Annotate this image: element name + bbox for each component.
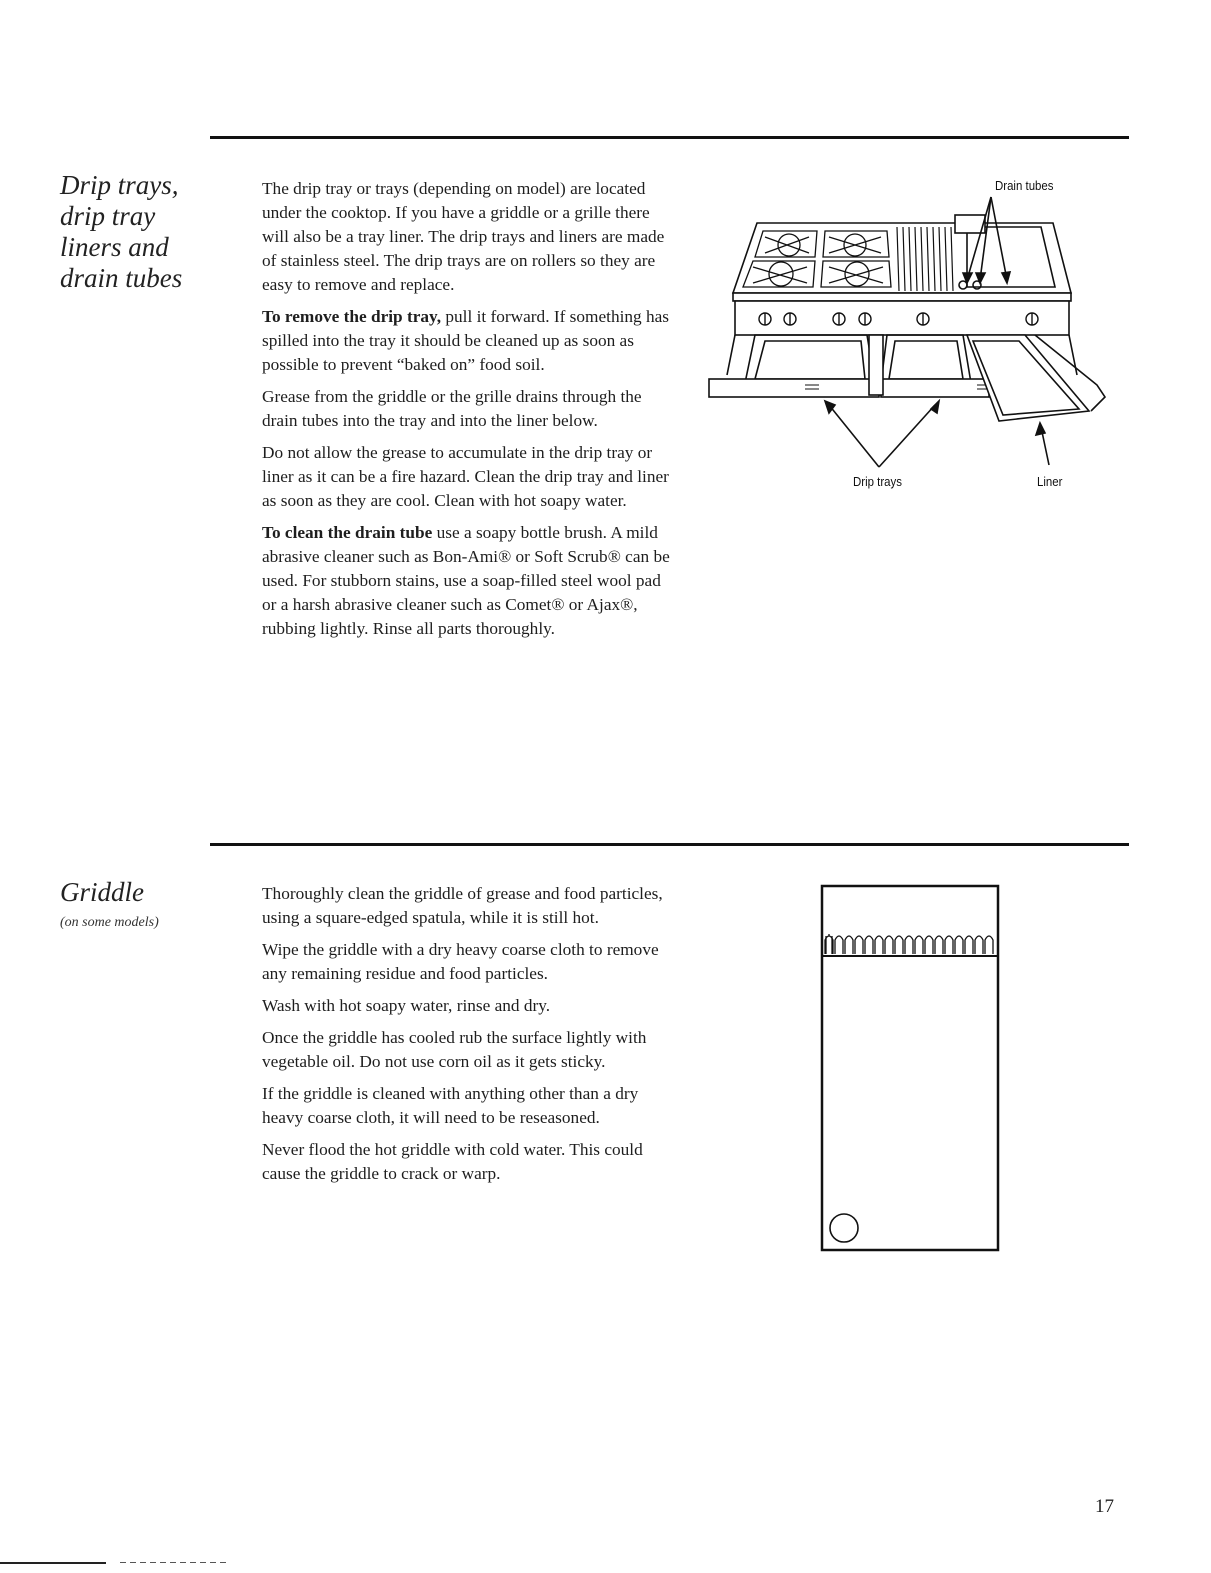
drip-tray-left (709, 335, 879, 397)
griddle-drain-hole (830, 1214, 858, 1242)
footer-dashes (120, 1562, 230, 1563)
liner-arrow (1036, 423, 1049, 465)
paragraph (262, 177, 672, 297)
heading-line: Drip trays, (60, 170, 179, 200)
paragraph-lead: To remove the drip tray, (262, 307, 442, 326)
section-divider-griddle (210, 843, 1129, 846)
footer-rule (0, 1562, 106, 1564)
paragraph-text: use a soapy bottle brush. A mild abrasive cleaner such as Bon-Ami® or Soft Scrub® can be used. For stubborn stains, use a soap-filled steel wool pad or a harsh abrasive cleaner such as Comet® or Ajax®, rubbing lightly. Rinse all parts thoroughly. (262, 523, 670, 638)
cooktop-drip-tray-illustration (705, 175, 1105, 495)
paragraph (262, 441, 672, 513)
griddle-plate-illustration (820, 884, 1000, 1254)
paragraph (262, 521, 672, 641)
paragraph: Wipe the griddle with a dry heavy coarse cloth to remove any remaining residue and food particles. (262, 940, 659, 983)
paragraph: If the griddle is cleaned with anything other than a dry heavy coarse cloth, it will need to be reseasoned. (262, 1084, 639, 1127)
liner-tray (967, 335, 1105, 421)
paragraph: Wash with hot soapy water, rinse and dry. (262, 996, 551, 1015)
paragraph-text: Grease from the griddle or the grille drains through the drain tubes into the tray and into the liner below. (262, 387, 642, 430)
paragraph (262, 305, 672, 377)
drip-trays-arrows (825, 401, 939, 467)
griddle-trough-pattern (825, 936, 993, 954)
drip-section-heading (60, 170, 210, 294)
paragraph: Once the griddle has cooled rub the surface lightly with vegetable oil. Do not use corn oil as it gets sticky. (262, 1028, 647, 1071)
griddle-subtitle: (on some models) (60, 915, 159, 930)
heading-line: drain tubes (60, 263, 183, 293)
drain-tubes-label: Drain tubes (995, 178, 1054, 193)
paragraph (262, 385, 672, 433)
griddle-section-body (262, 882, 682, 1194)
paragraph-lead: To clean the drain tube (262, 523, 433, 542)
heading-line: liners and (60, 232, 169, 262)
liner-label: Liner (1037, 474, 1063, 489)
paragraph-text: pull it forward. If something has spilled into the tray it should be cleaned up as soon as possible to prevent “baked on” food soil. (262, 307, 670, 374)
paragraph: Never flood the hot griddle with cold water. This could cause the griddle to crack or warp. (262, 1140, 643, 1183)
drip-trays-label: Drip trays (853, 474, 902, 489)
paragraph-text: The drip tray or trays (depending on model) are located under the cooktop. If you have a griddle or a grille there will also be a tray liner. The drip trays and liners are made of stainless steel. The drip trays are on rollers so they are easy to remove and replace. (262, 179, 665, 294)
paragraph: Thoroughly clean the griddle of grease and food particles, using a square-edged spatula, while it is still hot. (262, 884, 663, 927)
paragraph-text: Do not allow the grease to accumulate in the drip tray or liner as it can be a fire hazard. Clean the drip tray and liner as soon as they are cool. Clean with hot soapy water. (262, 443, 669, 510)
heading-line: drip tray (60, 201, 156, 231)
drip-section-body (262, 177, 672, 649)
griddle-section-heading (60, 877, 210, 932)
section-divider-drip (210, 136, 1129, 139)
griddle-title: Griddle (60, 877, 144, 907)
page-number: 17 (1095, 1496, 1114, 1517)
